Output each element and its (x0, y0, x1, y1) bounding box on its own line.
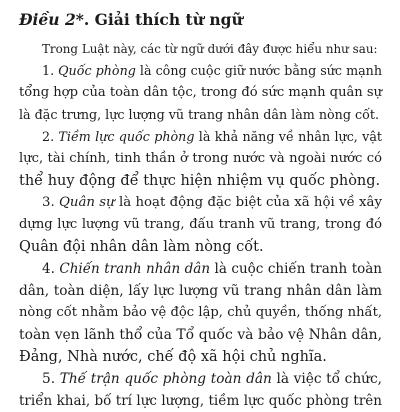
definition-5-first-line (42, 368, 382, 390)
definition-3-first-line (42, 192, 382, 214)
definition-5-text-2: triển khai, bố trí lực lượng, tiềm lực quốc phòng trên (19, 393, 382, 409)
definition-4-text-5: Đảng, Nhà nước, chế độ xã hội chủ nghĩa. (19, 349, 327, 365)
definition-1-first-line (42, 60, 382, 82)
definition-2-text-3: thể huy động để thực hiện nhiệm vụ quốc phòng. (19, 173, 381, 189)
definition-4-text-1: là cuộc chiến tranh toàn (210, 261, 382, 277)
definition-2-first-line (42, 126, 382, 148)
definition-1-text-1: là công cuộc giữ nước bằng sức mạnh (135, 63, 383, 78)
definition-2-number: 2. (42, 129, 59, 144)
definition-1-term: Quốc phòng (58, 63, 136, 78)
definition-5-term: Thế trận quốc phòng toàn dân (59, 371, 272, 387)
definition-3-term: Quân sự (59, 195, 115, 210)
definition-5-text-1: là việc tổ chức, (271, 371, 382, 387)
definition-2-text-1: là khả năng về nhân lực, vật (194, 129, 382, 144)
article-heading (19, 9, 382, 31)
definition-2-term: Tiềm lực quốc phòng (58, 129, 195, 144)
definition-3-text-1: là hoạt động đặc biệt của xã hội về xây (114, 195, 382, 210)
definition-3-number: 3. (42, 195, 59, 210)
definition-3-text-3: Quân đội nhân dân làm nòng cốt. (19, 239, 264, 255)
definition-2-text-2: lực, tài chính, tinh thần ở trong nước và ngoài nước có (19, 151, 382, 166)
definition-3-text-2: dựng lực lượng vũ trang, đấu tranh vũ trang, trong đó (19, 217, 382, 232)
definition-1-number: 1. (42, 63, 59, 78)
article-title: . Giải thích từ ngữ (83, 10, 243, 29)
definition-4-number: 4. (42, 261, 60, 277)
definition-4-text-3: nòng cốt nhằm bảo vệ độc lập, chủ quyền, thống nhất, (19, 305, 382, 320)
definition-4-first-line (42, 258, 382, 280)
definition-4-text-2: dân, toàn diện, lấy lực lượng vũ trang nhân dân làm (19, 283, 382, 299)
definition-4-text-4: toàn vẹn lãnh thổ của Tổ quốc và bảo vệ Nhân dân, (19, 327, 382, 343)
article-number: Điều 2* (19, 10, 84, 29)
definition-1-text-2: tổng hợp của toàn dân tộc, trong đó sức mạnh quân sự (19, 85, 383, 100)
article-intro: Trong Luật này, các từ ngữ dưới đây được hiểu như sau: (42, 42, 378, 56)
definition-1-text-3: là đặc trưng, lực lượng vũ trang nhân dân làm nòng cốt. (19, 107, 379, 122)
definition-4-term: Chiến tranh nhân dân (59, 261, 211, 277)
definition-5-number: 5. (42, 371, 60, 387)
